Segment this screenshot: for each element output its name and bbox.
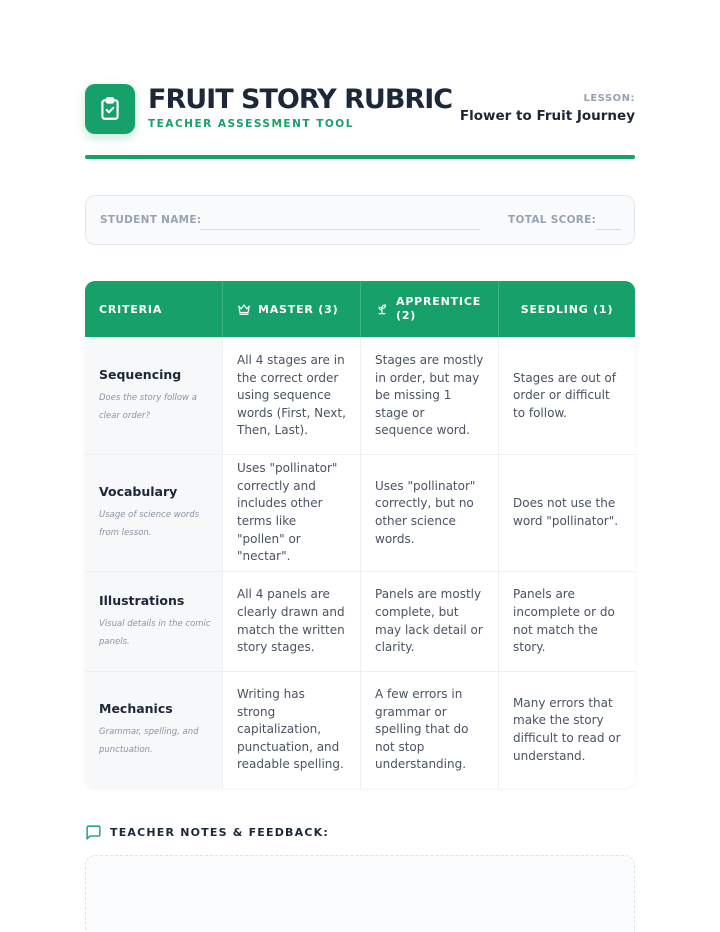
clipboard-check-icon	[97, 96, 123, 122]
criteria-cell	[85, 338, 222, 454]
criteria-name: Vocabulary	[99, 484, 178, 499]
message-square-icon	[85, 824, 102, 841]
logo	[85, 84, 135, 134]
criteria-cell	[85, 572, 222, 671]
criteria-description: Visual details in the comic panels.	[99, 618, 211, 647]
teacher-notes-field[interactable]	[85, 855, 635, 932]
header-apprentice	[360, 281, 498, 337]
lesson-value: Flower to Fruit Journey	[459, 108, 635, 124]
student-name-label: STUDENT NAME:	[100, 214, 202, 226]
apprentice-cell: Stages are mostly in order, but may be missing 1 stage or sequence word.	[360, 338, 498, 454]
table-row	[85, 337, 635, 454]
page-subtitle: TEACHER ASSESSMENT TOOL	[148, 118, 354, 130]
criteria-cell	[85, 672, 222, 788]
criteria-description: Usage of science words from lesson.	[99, 510, 200, 538]
criteria-name: Sequencing	[99, 367, 182, 382]
notes-header	[85, 824, 329, 840]
criteria-description: Grammar, spelling, and punctuation.	[99, 727, 199, 755]
header-divider	[85, 155, 635, 159]
rubric-header-row	[85, 281, 635, 337]
table-row	[85, 454, 635, 571]
sprout-icon	[375, 302, 389, 316]
total-score-field[interactable]	[596, 229, 621, 230]
seedling-cell: Panels are incomplete or do not match the story.	[498, 572, 635, 671]
lesson-label: LESSON:	[583, 93, 635, 104]
header-master-label: MASTER (3)	[258, 302, 339, 316]
apprentice-cell: Panels are mostly complete, but may lack detail or clarity.	[360, 572, 498, 671]
criteria-name: Mechanics	[99, 701, 173, 716]
total-score-label: TOTAL SCORE:	[508, 214, 597, 226]
notes-title: TEACHER NOTES & FEEDBACK:	[110, 825, 329, 839]
header-master	[222, 281, 360, 337]
page-header	[85, 84, 635, 144]
header-criteria	[85, 281, 222, 337]
rubric-table	[85, 281, 635, 788]
master-cell: All 4 stages are in the correct order using sequence words (First, Next, Then, Last).	[222, 338, 360, 454]
header-criteria-label: CRITERIA	[99, 302, 163, 316]
student-info-box	[85, 195, 635, 245]
page-title: FRUIT STORY RUBRIC	[148, 84, 453, 115]
seedling-cell: Does not use the word "pollinator".	[498, 455, 635, 571]
apprentice-cell: Uses "pollinator" correctly, but no other science words.	[360, 455, 498, 571]
seedling-cell: Many errors that make the story difficult to read or understand.	[498, 672, 635, 788]
crown-icon	[237, 302, 251, 316]
criteria-description: Does the story follow a clear order?	[99, 393, 197, 421]
master-cell: Writing has strong capitalization, punctuation, and readable spelling.	[222, 672, 360, 788]
criteria-cell	[85, 455, 222, 571]
header-seedling	[498, 281, 635, 337]
header-apprentice-label: APPRENTICE (2)	[396, 295, 482, 322]
criteria-name: Illustrations	[99, 592, 185, 608]
apprentice-cell: A few errors in grammar or spelling that do not stop understanding.	[360, 672, 498, 788]
master-cell: Uses "pollinator" correctly and includes other terms like "pollen" or "nectar".	[222, 455, 360, 571]
table-row	[85, 671, 635, 788]
master-cell: All 4 panels are clearly drawn and match the written story stages.	[222, 572, 360, 671]
seedling-cell: Stages are out of order or difficult to follow.	[498, 338, 635, 454]
student-name-field[interactable]	[200, 229, 480, 230]
header-seedling-label: SEEDLING (1)	[520, 302, 614, 316]
table-row	[85, 571, 635, 671]
